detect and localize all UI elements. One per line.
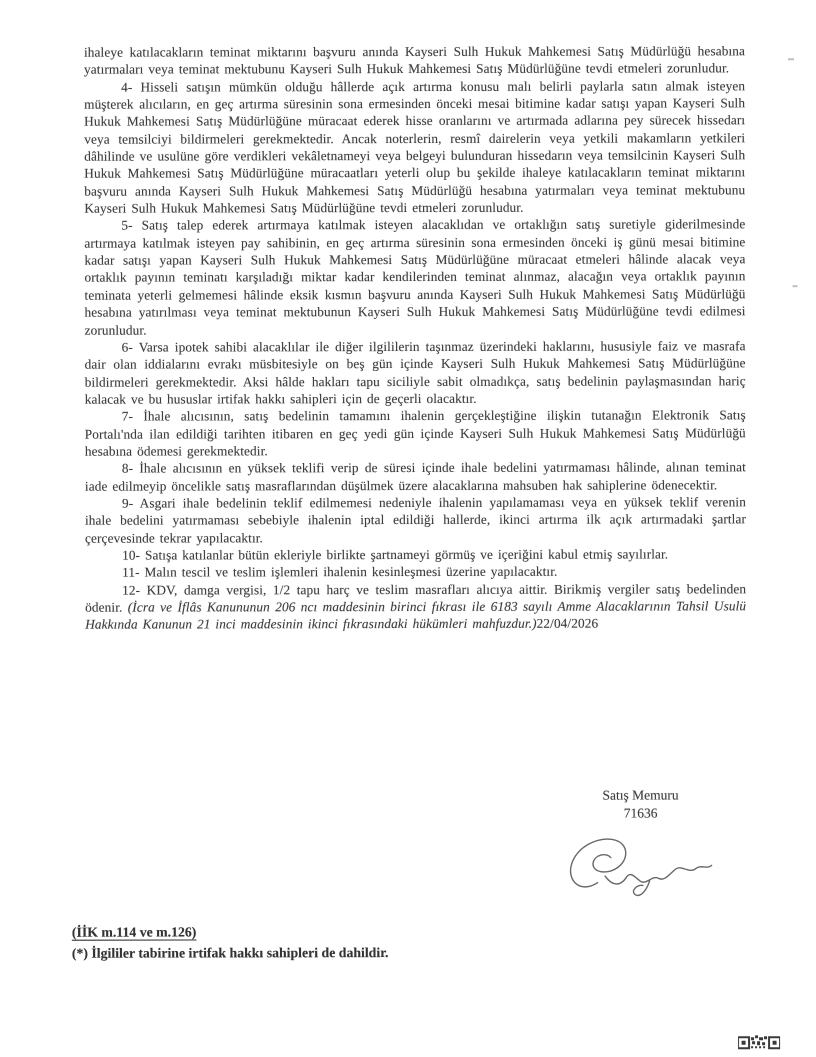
scan-artifact <box>792 285 797 287</box>
paragraph <box>84 42 745 78</box>
paragraph <box>85 407 746 460</box>
text-run: 4- Hisseli satışın mümkün olduğu hâllerde açık artırma konusu malı belirli paylarla satın almak isteyen müşterek alıcıların, en geç artırma süresinin sona ermesinden önceki mesai bitimine kadar satışı yapan Kayseri Sulh Hukuk Mahkemesi Satış Müdürlüğüne müracaat ederek hisse oranlarını ve artırmada adlarına pey sürecek hissedarı veya temsilciyi bildirmeleri gerekmektedir. Ancak noterlerin, resmî dairelerin veya yetkili makamların yetkileri dâhilinde ve usulüne göre verdikleri vekâletnameyi veya belgeyi bulunduran hissedarın veya temsilcinin Kayseri Sulh Hukuk Mahkemesi Satış Müdürlüğüne müracaatları yeterli olup bu şekilde ihaleye katılacakların teminat miktarını başvuru anında Kayseri Sulh Hukuk Mahkemesi Satış Müdürlüğü hesabına yatırmaları veya teminat mektubunu Kayseri Sulh Hukuk Mahkemesi Satış Müdürlüğüne tevdi etmeleri zorunludur. <box>84 77 746 216</box>
text-run: ihaleye katılacakların teminat miktarını başvuru anında Kayseri Sulh Hukuk Mahkemesi Satış Müdürlüğü hesabına yatırmaları veya teminat mektubunu Kayseri Sulh Hukuk Mahkemesi Satış Müdürlüğüne tevdi etmeleri zorunludur. <box>83 43 746 78</box>
paragraph <box>84 216 745 339</box>
barcode-icon <box>738 1035 780 1050</box>
paragraph <box>84 77 745 217</box>
text-run: 9- Asgari ihale bedelinin teklif edilmemesi nedeniyle ihalenin yapılamaması veya en yüksek teklif verenin ihale bedelini yatırmaması sebebiyle ihalenin iptal edildiği hallerde, ikinci artırma ilk açık artırmadaki şartlar çerçevesinde tekrar yapılacaktır. <box>84 494 746 546</box>
text-run: 5- Satış talep ederek artırmaya katılmak isteyen alacaklıdan ve ortaklığın satış suretiyle giderilmesinde artırmaya katılmak isteyen pay sahibinin, en geç artırma süresinin sona ermesinden önceki iş günü mesai bitimine kadar satışı yapan Kayseri Sulh Hukuk Mahkemesi Satış Müdürlüğüne müracaat etmeleri hâlinde alacak veya ortaklık payının teminatı karşıladığı miktar kadar kendilerinden teminat alınmaz, alacağın veya ortaklık payının teminata yeterli gelmemesi hâlinde eksik kısmın başvuru anında Kayseri Sulh Hukuk Mahkemesi Satış Müdürlüğü hesabına yatırılması veya teminat mektubunun Kayseri Sulh Hukuk Mahkemesi Satış Müdürlüğüne tevdi edilmesi zorunludur. <box>84 216 746 338</box>
handwritten-signature-icon <box>558 824 723 915</box>
text-run: 22/04/2026 <box>536 615 599 632</box>
text-run: 7- İhale alıcısının, satış bedelinin tamamını ihalenin gerçekleştiğine ilişkin tutanağın Elektronik Satış Portalı'nda ilan edildiği tarihten itibaren en geç yedi gün içinde Kayseri Sulh Hukuk Mahkemesi Satış Müdürlüğü hesabına ödemesi gerekmektedir. <box>84 407 746 459</box>
paragraph <box>85 580 746 633</box>
paragraph <box>85 493 746 546</box>
footer-asterisk-note: (*) İlgililer tabirine irtifak hakkı sahipleri de dahildir. <box>71 945 389 961</box>
text-run: (İcra ve İflâs Kanununun 206 ncı maddesinin birinci fıkrası ile 6183 sayılı Amme Alacaklarının Tahsil Usulü Hakkında Kanunun 21 inci maddesinin ikinci fıkrasındaki hükümleri mahfuzdur.) <box>85 598 747 633</box>
paragraph <box>85 563 746 582</box>
text-run: 12- KDV, damga vergisi, 1/2 tapu harç ve teslim masrafları alıcıya aittir. Birikmiş vergiler satış bedelinden ödenir. <box>85 580 747 615</box>
scan-artifact <box>788 58 794 60</box>
text-run: 11- Malın tescil ve teslim işlemleri ihalenin kesinleşmesi üzerine yapılacaktır. <box>122 563 558 580</box>
paragraph <box>85 545 746 564</box>
signatory-title: Satış Memuru <box>602 787 679 803</box>
text-run: 8- İhale alıcısının en yüksek teklifi verip de süresi içinde ihale bedelini yatırmaması hâlinde, alınan teminat iade edilmeyip öncelikle satış masraflarından düşülmek üzere alacaklarına mahsuben hak sahiplerine ödenecektir. <box>84 459 746 494</box>
footer-statute-reference: (İİK m.114 ve m.126) <box>71 924 197 940</box>
signatory-number: 71636 <box>623 805 658 821</box>
paragraph <box>85 337 746 408</box>
paragraph <box>85 459 746 495</box>
signature-block <box>541 786 741 822</box>
document-body <box>84 42 746 633</box>
footer-notes <box>72 921 389 964</box>
text-run: 10- Satışa katılanlar bütün ekleriyle birlikte şartnameyi görmüş ve içeriğini kabul etmiş sayılırlar. <box>122 546 669 563</box>
text-run: 6- Varsa ipotek sahibi alacaklılar ile diğer ilgililerin taşınmaz üzerindeki haklarını, hususiyle faiz ve masrafa dair olan iddialarını evrakı müsbitesiyle on beş gün içinde Kayseri Sulh Hukuk Mahkemesi Satış Müdürlüğüne bildirmeleri gerekmektedir. Aksi hâlde hakları tapu siciliyle sabit olmadıkça, satış bedelinin paylaşmasından hariç kalacak ve bu hususlar irtifak hakkı sahipleri için de geçerli olacaktır. <box>84 338 746 407</box>
